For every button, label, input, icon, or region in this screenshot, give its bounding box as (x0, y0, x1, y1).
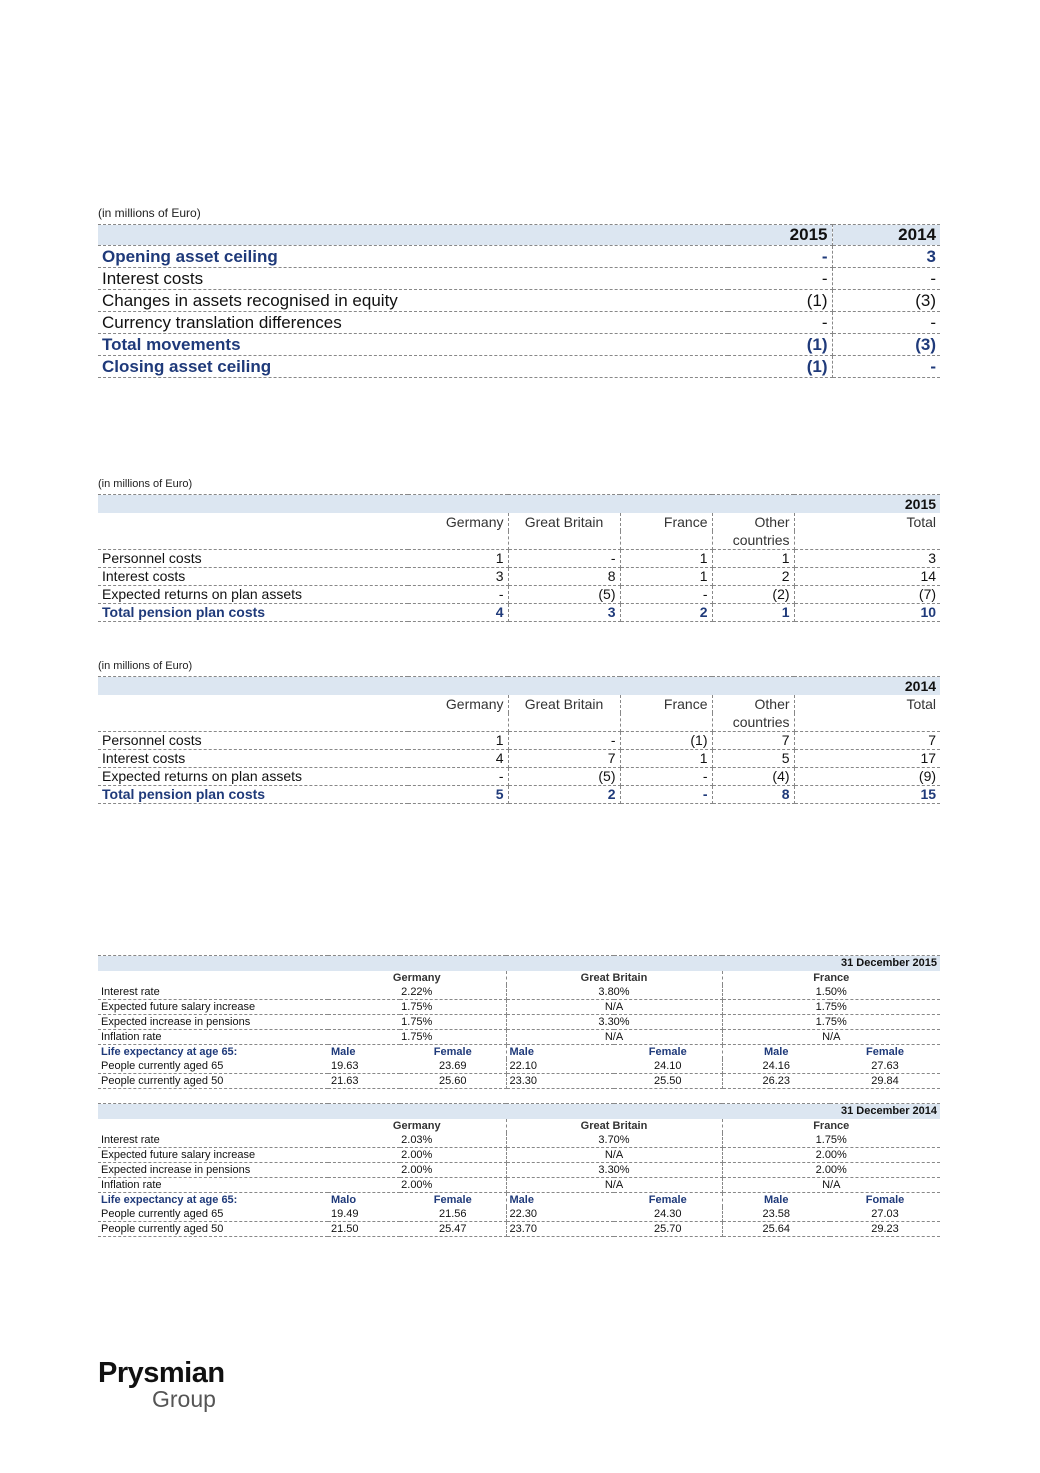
table-row (98, 246, 940, 268)
cell-value: 2 (620, 604, 712, 622)
table-row (98, 268, 940, 290)
cell-value: 1 (712, 550, 794, 568)
cell-value: - (508, 550, 620, 568)
row-label: Expected increase in pensions (98, 1163, 328, 1178)
cell-value: (5) (508, 768, 620, 786)
cell-value: N/A (722, 1178, 940, 1193)
cell-value: 25.60 (400, 1074, 506, 1089)
cell-value: 2.22% (328, 985, 506, 1000)
column-header: Other (712, 695, 794, 713)
cell-value: - (408, 586, 508, 604)
row-label: Personnel costs (98, 550, 408, 568)
row-label: Expected returns on plan assets (98, 586, 408, 604)
row-label: People currently aged 65 (98, 1059, 328, 1074)
year-header: 2015 (794, 495, 940, 514)
year-row (98, 495, 940, 514)
row-label: Currency translation differences (98, 312, 728, 334)
row-label: Interest costs (98, 750, 408, 768)
table-row (98, 312, 940, 334)
country-header: Germany (328, 971, 506, 985)
cell-value: 8 (712, 786, 794, 804)
table-row (98, 1222, 940, 1237)
row-label: Total pension plan costs (98, 604, 408, 622)
cell-value: - (832, 356, 940, 378)
logo-subtitle: Group (152, 1386, 216, 1412)
cell-value: 1.75% (328, 1015, 506, 1030)
table-row (98, 1000, 940, 1015)
cell-value: 1 (620, 568, 712, 586)
row-label: Interest costs (98, 568, 408, 586)
cell-value: - (728, 268, 832, 290)
cell-value: 29.84 (830, 1074, 940, 1089)
sex-header: Female (614, 1045, 722, 1060)
column-header: Other (712, 513, 794, 531)
cell-value: (9) (794, 768, 940, 786)
cell-value: (4) (712, 768, 794, 786)
cell-value: 3.80% (506, 985, 722, 1000)
row-label: Total pension plan costs (98, 786, 408, 804)
year-row (98, 677, 940, 696)
company-logo (98, 1358, 225, 1410)
column-header-row (98, 531, 940, 550)
table-row (98, 732, 940, 750)
cell-value: 7 (794, 732, 940, 750)
assumptions-2015-section (98, 955, 940, 1089)
cell-value: (1) (728, 290, 832, 312)
row-label: Life expectancy at age 65: (101, 1046, 238, 1058)
cell-value: 24.16 (722, 1059, 830, 1074)
cell-value: (7) (794, 586, 940, 604)
cell-value: 1.75% (722, 1133, 940, 1148)
cell-value: 27.03 (830, 1207, 940, 1222)
cell-value: (5) (508, 586, 620, 604)
pension-costs-2015-section (98, 478, 940, 622)
cell-value: 21.56 (400, 1207, 506, 1222)
table-row (98, 786, 940, 804)
cell-value: (3) (832, 334, 940, 356)
date-header: 31 December 2014 (830, 1104, 940, 1120)
date-header: 31 December 2015 (830, 956, 940, 972)
table-row (98, 1178, 940, 1193)
row-label: Expected increase in pensions (98, 1015, 328, 1030)
cell-value: 26.23 (722, 1074, 830, 1089)
cell-value: - (620, 768, 712, 786)
sex-header: Male (764, 1194, 789, 1206)
table-row (98, 1163, 940, 1178)
cell-value: 2 (712, 568, 794, 586)
table-row (98, 604, 940, 622)
cell-value: - (728, 246, 832, 268)
cell-value: 24.10 (614, 1059, 722, 1074)
cell-value: 2.00% (328, 1178, 506, 1193)
cell-value: (1) (728, 356, 832, 378)
unit-label: (in millions of Euro) (98, 660, 193, 672)
year-header: 2014 (832, 225, 940, 246)
cell-value: (2) (712, 586, 794, 604)
row-label: Inflation rate (98, 1178, 328, 1193)
cell-value: (1) (728, 334, 832, 356)
column-header: Great Britain (508, 695, 620, 713)
cell-value: 2.03% (328, 1133, 506, 1148)
assumptions-2014-table (98, 1103, 940, 1237)
cell-value: 1 (712, 604, 794, 622)
cell-value: N/A (506, 1148, 722, 1163)
table-row (98, 768, 940, 786)
life-expectancy-header-row (98, 1193, 940, 1208)
cell-value: 23.70 (506, 1222, 614, 1237)
date-row (98, 1104, 940, 1120)
cell-value: 22.30 (506, 1207, 614, 1222)
row-label: People currently aged 50 (98, 1074, 328, 1089)
date-row (98, 956, 940, 972)
cell-value: 2 (508, 786, 620, 804)
cell-value: 17 (794, 750, 940, 768)
cell-value: 5 (712, 750, 794, 768)
row-label: Total movements (98, 334, 728, 356)
column-header: countries (712, 713, 794, 732)
cell-value: 27.63 (830, 1059, 940, 1074)
unit-label: (in millions of Euro) (98, 478, 193, 490)
sex-header: Malo (331, 1194, 357, 1206)
sex-header: Female (400, 1193, 506, 1208)
cell-value: (1) (620, 732, 712, 750)
cell-value: - (728, 312, 832, 334)
assumptions-2015-table (98, 955, 940, 1089)
column-header: Germany (408, 513, 508, 531)
sex-header: Female (866, 1046, 904, 1058)
table-row (98, 586, 940, 604)
row-label: Expected returns on plan assets (98, 768, 408, 786)
cell-value: N/A (506, 1178, 722, 1193)
row-label: Closing asset ceiling (98, 356, 728, 378)
table-row (98, 356, 940, 378)
cell-value: 2.00% (722, 1148, 940, 1163)
row-label: People currently aged 50 (98, 1222, 328, 1237)
row-label: People currently aged 65 (98, 1207, 328, 1222)
table-row (98, 290, 940, 312)
table-row (98, 550, 940, 568)
cell-value: 2.00% (328, 1163, 506, 1178)
cell-value: N/A (506, 1030, 722, 1045)
column-header-row (98, 695, 940, 713)
asset-ceiling-section (98, 206, 940, 378)
cell-value: 4 (408, 750, 508, 768)
cell-value: 1 (620, 750, 712, 768)
cell-value: 3 (832, 246, 940, 268)
cell-value: 1 (408, 732, 508, 750)
column-header: France (620, 513, 712, 531)
row-label: Personnel costs (98, 732, 408, 750)
country-header: Great Britain (506, 971, 722, 985)
cell-value: 1.50% (722, 985, 940, 1000)
column-header: Total (906, 696, 937, 712)
cell-value: 1 (620, 550, 712, 568)
cell-value: - (508, 732, 620, 750)
column-header-row (98, 713, 940, 732)
table-header-row (98, 225, 940, 246)
pension-costs-2015-table (98, 494, 940, 622)
table-row (98, 1133, 940, 1148)
sex-header: Male (331, 1046, 356, 1058)
cell-value: 2.00% (722, 1163, 940, 1178)
year-header: 2014 (794, 677, 940, 696)
cell-value: 25.70 (614, 1222, 722, 1237)
cell-value: 3.70% (506, 1133, 722, 1148)
cell-value: 14 (794, 568, 940, 586)
cell-value: 21.50 (328, 1222, 400, 1237)
cell-value: 19.49 (328, 1207, 400, 1222)
cell-value: - (620, 786, 712, 804)
cell-value: 4 (408, 604, 508, 622)
country-header: France (813, 972, 850, 984)
cell-value: 1.75% (722, 1015, 940, 1030)
column-header: Total (906, 514, 937, 530)
cell-value: 25.64 (722, 1222, 830, 1237)
unit-label: (in millions of Euro) (98, 206, 201, 220)
table-row (98, 1207, 940, 1222)
logo-wordmark: Prysmian (98, 1357, 225, 1389)
pension-costs-2014-section (98, 660, 940, 804)
year-header: 2015 (728, 225, 832, 246)
table-row (98, 1030, 940, 1045)
column-header: Germany (408, 695, 508, 713)
cell-value: 5 (408, 786, 508, 804)
table-row (98, 1015, 940, 1030)
cell-value: 19.63 (328, 1059, 400, 1074)
cell-value: 8 (508, 568, 620, 586)
cell-value: 1 (408, 550, 508, 568)
country-header: Germany (328, 1119, 506, 1133)
cell-value: 7 (712, 732, 794, 750)
cell-value: 22.10 (506, 1059, 614, 1074)
country-header: France (813, 1120, 850, 1132)
column-header: countries (712, 531, 794, 550)
cell-value: 15 (794, 786, 940, 804)
cell-value: - (620, 586, 712, 604)
cell-value: N/A (506, 1000, 722, 1015)
row-label: Inflation rate (98, 1030, 328, 1045)
sex-header: Male (509, 1194, 534, 1206)
cell-value: N/A (722, 1030, 940, 1045)
row-label: Life expectancy at age 65: (101, 1194, 238, 1206)
row-label: Opening asset ceiling (98, 246, 728, 268)
table-row (98, 1059, 940, 1074)
group-header-row (98, 971, 940, 985)
sex-header: Male (509, 1046, 534, 1058)
column-header-row (98, 513, 940, 531)
cell-value: 23.30 (506, 1074, 614, 1089)
sex-header: Male (764, 1046, 789, 1058)
cell-value: (3) (832, 290, 940, 312)
asset-ceiling-table (98, 224, 940, 378)
cell-value: 23.69 (400, 1059, 506, 1074)
cell-value: 1.75% (328, 1030, 506, 1045)
cell-value: 1.75% (722, 1000, 940, 1015)
table-row (98, 334, 940, 356)
column-header: Great Britain (508, 513, 620, 531)
sex-header: Female (614, 1193, 722, 1208)
column-header: France (620, 695, 712, 713)
row-label: Expected future salary increase (98, 1000, 328, 1015)
cell-value: - (832, 268, 940, 290)
cell-value: 25.47 (400, 1222, 506, 1237)
cell-value: 3 (794, 550, 940, 568)
cell-value: 2.00% (328, 1148, 506, 1163)
cell-value: 3.30% (506, 1163, 722, 1178)
table-row (98, 985, 940, 1000)
country-header: Great Britain (506, 1119, 722, 1133)
life-expectancy-header-row (98, 1045, 940, 1060)
cell-value: 21.63 (328, 1074, 400, 1089)
cell-value: 25.50 (614, 1074, 722, 1089)
cell-value: 7 (508, 750, 620, 768)
cell-value: - (408, 768, 508, 786)
row-label: Interest rate (98, 985, 328, 1000)
sex-header: Fomale (865, 1194, 905, 1206)
cell-value: 1.75% (328, 1000, 506, 1015)
cell-value: 23.58 (722, 1207, 830, 1222)
table-row (98, 568, 940, 586)
sex-header: Female (400, 1045, 506, 1060)
cell-value: 29.23 (830, 1222, 940, 1237)
row-label: Expected future salary increase (98, 1148, 328, 1163)
cell-value: 24.30 (614, 1207, 722, 1222)
cell-value: - (832, 312, 940, 334)
cell-value: 10 (794, 604, 940, 622)
assumptions-2014-section (98, 1103, 940, 1237)
row-label: Interest costs (98, 268, 728, 290)
cell-value: 3.30% (506, 1015, 722, 1030)
cell-value: 3 (508, 604, 620, 622)
group-header-row (98, 1119, 940, 1133)
row-label: Changes in assets recognised in equity (98, 290, 728, 312)
pension-costs-2014-table (98, 676, 940, 804)
table-row (98, 1148, 940, 1163)
row-label: Interest rate (98, 1133, 328, 1148)
cell-value: 3 (408, 568, 508, 586)
table-row (98, 1074, 940, 1089)
table-row (98, 750, 940, 768)
